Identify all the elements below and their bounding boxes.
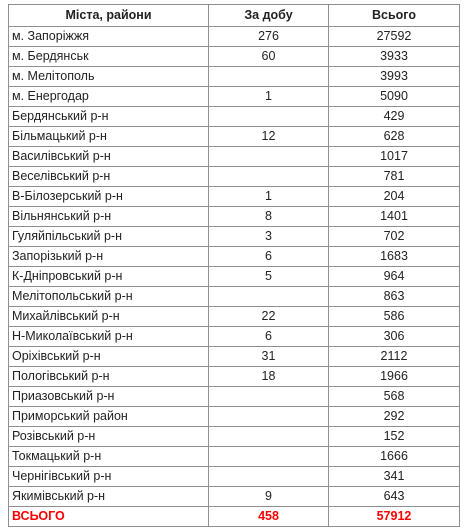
table-row <box>9 267 460 287</box>
table-row <box>9 467 460 487</box>
row-name: м. Бердянськ <box>9 47 209 67</box>
row-per-day: 6 <box>209 327 329 347</box>
row-total: 1666 <box>329 447 460 467</box>
row-per-day <box>209 447 329 467</box>
total-overall: 57912 <box>329 507 460 527</box>
row-name: м. Мелітополь <box>9 67 209 87</box>
table-row <box>9 247 460 267</box>
row-name: Н-Миколаївський р-н <box>9 327 209 347</box>
row-per-day: 6 <box>209 247 329 267</box>
row-per-day: 8 <box>209 207 329 227</box>
row-per-day: 1 <box>209 187 329 207</box>
row-per-day: 276 <box>209 27 329 47</box>
table-row <box>9 327 460 347</box>
row-name: В-Білозерський р-н <box>9 187 209 207</box>
row-name: Розівський р-н <box>9 427 209 447</box>
row-per-day <box>209 467 329 487</box>
row-total: 863 <box>329 287 460 307</box>
row-per-day: 12 <box>209 127 329 147</box>
row-total: 568 <box>329 387 460 407</box>
table-row <box>9 47 460 67</box>
row-per-day: 3 <box>209 227 329 247</box>
row-total: 429 <box>329 107 460 127</box>
row-per-day: 9 <box>209 487 329 507</box>
row-total: 306 <box>329 327 460 347</box>
row-total: 586 <box>329 307 460 327</box>
table-row <box>9 147 460 167</box>
header-per-day: За добу <box>209 5 329 27</box>
row-per-day: 5 <box>209 267 329 287</box>
row-total: 292 <box>329 407 460 427</box>
row-name: Гуляйпільський р-н <box>9 227 209 247</box>
row-per-day: 1 <box>209 87 329 107</box>
row-name: Веселівський р-н <box>9 167 209 187</box>
row-name: Оріхівський р-н <box>9 347 209 367</box>
table-row <box>9 87 460 107</box>
row-name: м. Енергодар <box>9 87 209 107</box>
row-name: Вільнянський р-н <box>9 207 209 227</box>
row-name: Пологівський р-н <box>9 367 209 387</box>
row-per-day <box>209 147 329 167</box>
table-row <box>9 227 460 247</box>
row-name: Якимівський р-н <box>9 487 209 507</box>
total-label: ВСЬОГО <box>9 507 209 527</box>
row-total: 3993 <box>329 67 460 87</box>
row-name: Більмацький р-н <box>9 127 209 147</box>
row-total: 152 <box>329 427 460 447</box>
row-total: 1017 <box>329 147 460 167</box>
row-per-day <box>209 287 329 307</box>
row-total: 1966 <box>329 367 460 387</box>
row-name: Запорізький р-н <box>9 247 209 267</box>
row-name: К-Дніпровський р-н <box>9 267 209 287</box>
row-per-day <box>209 407 329 427</box>
row-total: 204 <box>329 187 460 207</box>
row-per-day <box>209 67 329 87</box>
table-row <box>9 347 460 367</box>
row-total: 781 <box>329 167 460 187</box>
table-row <box>9 287 460 307</box>
row-total: 628 <box>329 127 460 147</box>
row-name: Михайлівський р-н <box>9 307 209 327</box>
row-per-day: 31 <box>209 347 329 367</box>
table-row <box>9 107 460 127</box>
row-name: Василівський р-н <box>9 147 209 167</box>
table-row <box>9 307 460 327</box>
row-total: 341 <box>329 467 460 487</box>
row-total: 964 <box>329 267 460 287</box>
header-row <box>9 5 460 27</box>
table-row <box>9 367 460 387</box>
row-name: Бердянський р-н <box>9 107 209 127</box>
row-total: 27592 <box>329 27 460 47</box>
row-per-day <box>209 387 329 407</box>
row-per-day: 60 <box>209 47 329 67</box>
row-per-day <box>209 107 329 127</box>
table-body <box>9 27 460 507</box>
row-total: 643 <box>329 487 460 507</box>
row-per-day <box>209 427 329 447</box>
row-total: 2112 <box>329 347 460 367</box>
header-city: Міста, райони <box>9 5 209 27</box>
row-per-day: 22 <box>209 307 329 327</box>
row-total: 1683 <box>329 247 460 267</box>
total-row <box>9 507 460 527</box>
row-total: 702 <box>329 227 460 247</box>
row-name: Мелітопольський р-н <box>9 287 209 307</box>
table-row <box>9 427 460 447</box>
row-per-day <box>209 167 329 187</box>
row-per-day: 18 <box>209 367 329 387</box>
table-row <box>9 167 460 187</box>
stats-table <box>8 4 460 527</box>
row-total: 3933 <box>329 47 460 67</box>
header-total: Всього <box>329 5 460 27</box>
row-name: м. Запоріжжя <box>9 27 209 47</box>
table-row <box>9 187 460 207</box>
table-row <box>9 387 460 407</box>
row-name: Приазовський р-н <box>9 387 209 407</box>
table-row <box>9 487 460 507</box>
table-row <box>9 447 460 467</box>
row-name: Чернігівський р-н <box>9 467 209 487</box>
table-row <box>9 127 460 147</box>
row-name: Приморський район <box>9 407 209 427</box>
table-row <box>9 67 460 87</box>
row-total: 5090 <box>329 87 460 107</box>
total-per-day: 458 <box>209 507 329 527</box>
row-total: 1401 <box>329 207 460 227</box>
table-row <box>9 207 460 227</box>
row-name: Токмацький р-н <box>9 447 209 467</box>
table-row <box>9 27 460 47</box>
table-row <box>9 407 460 427</box>
